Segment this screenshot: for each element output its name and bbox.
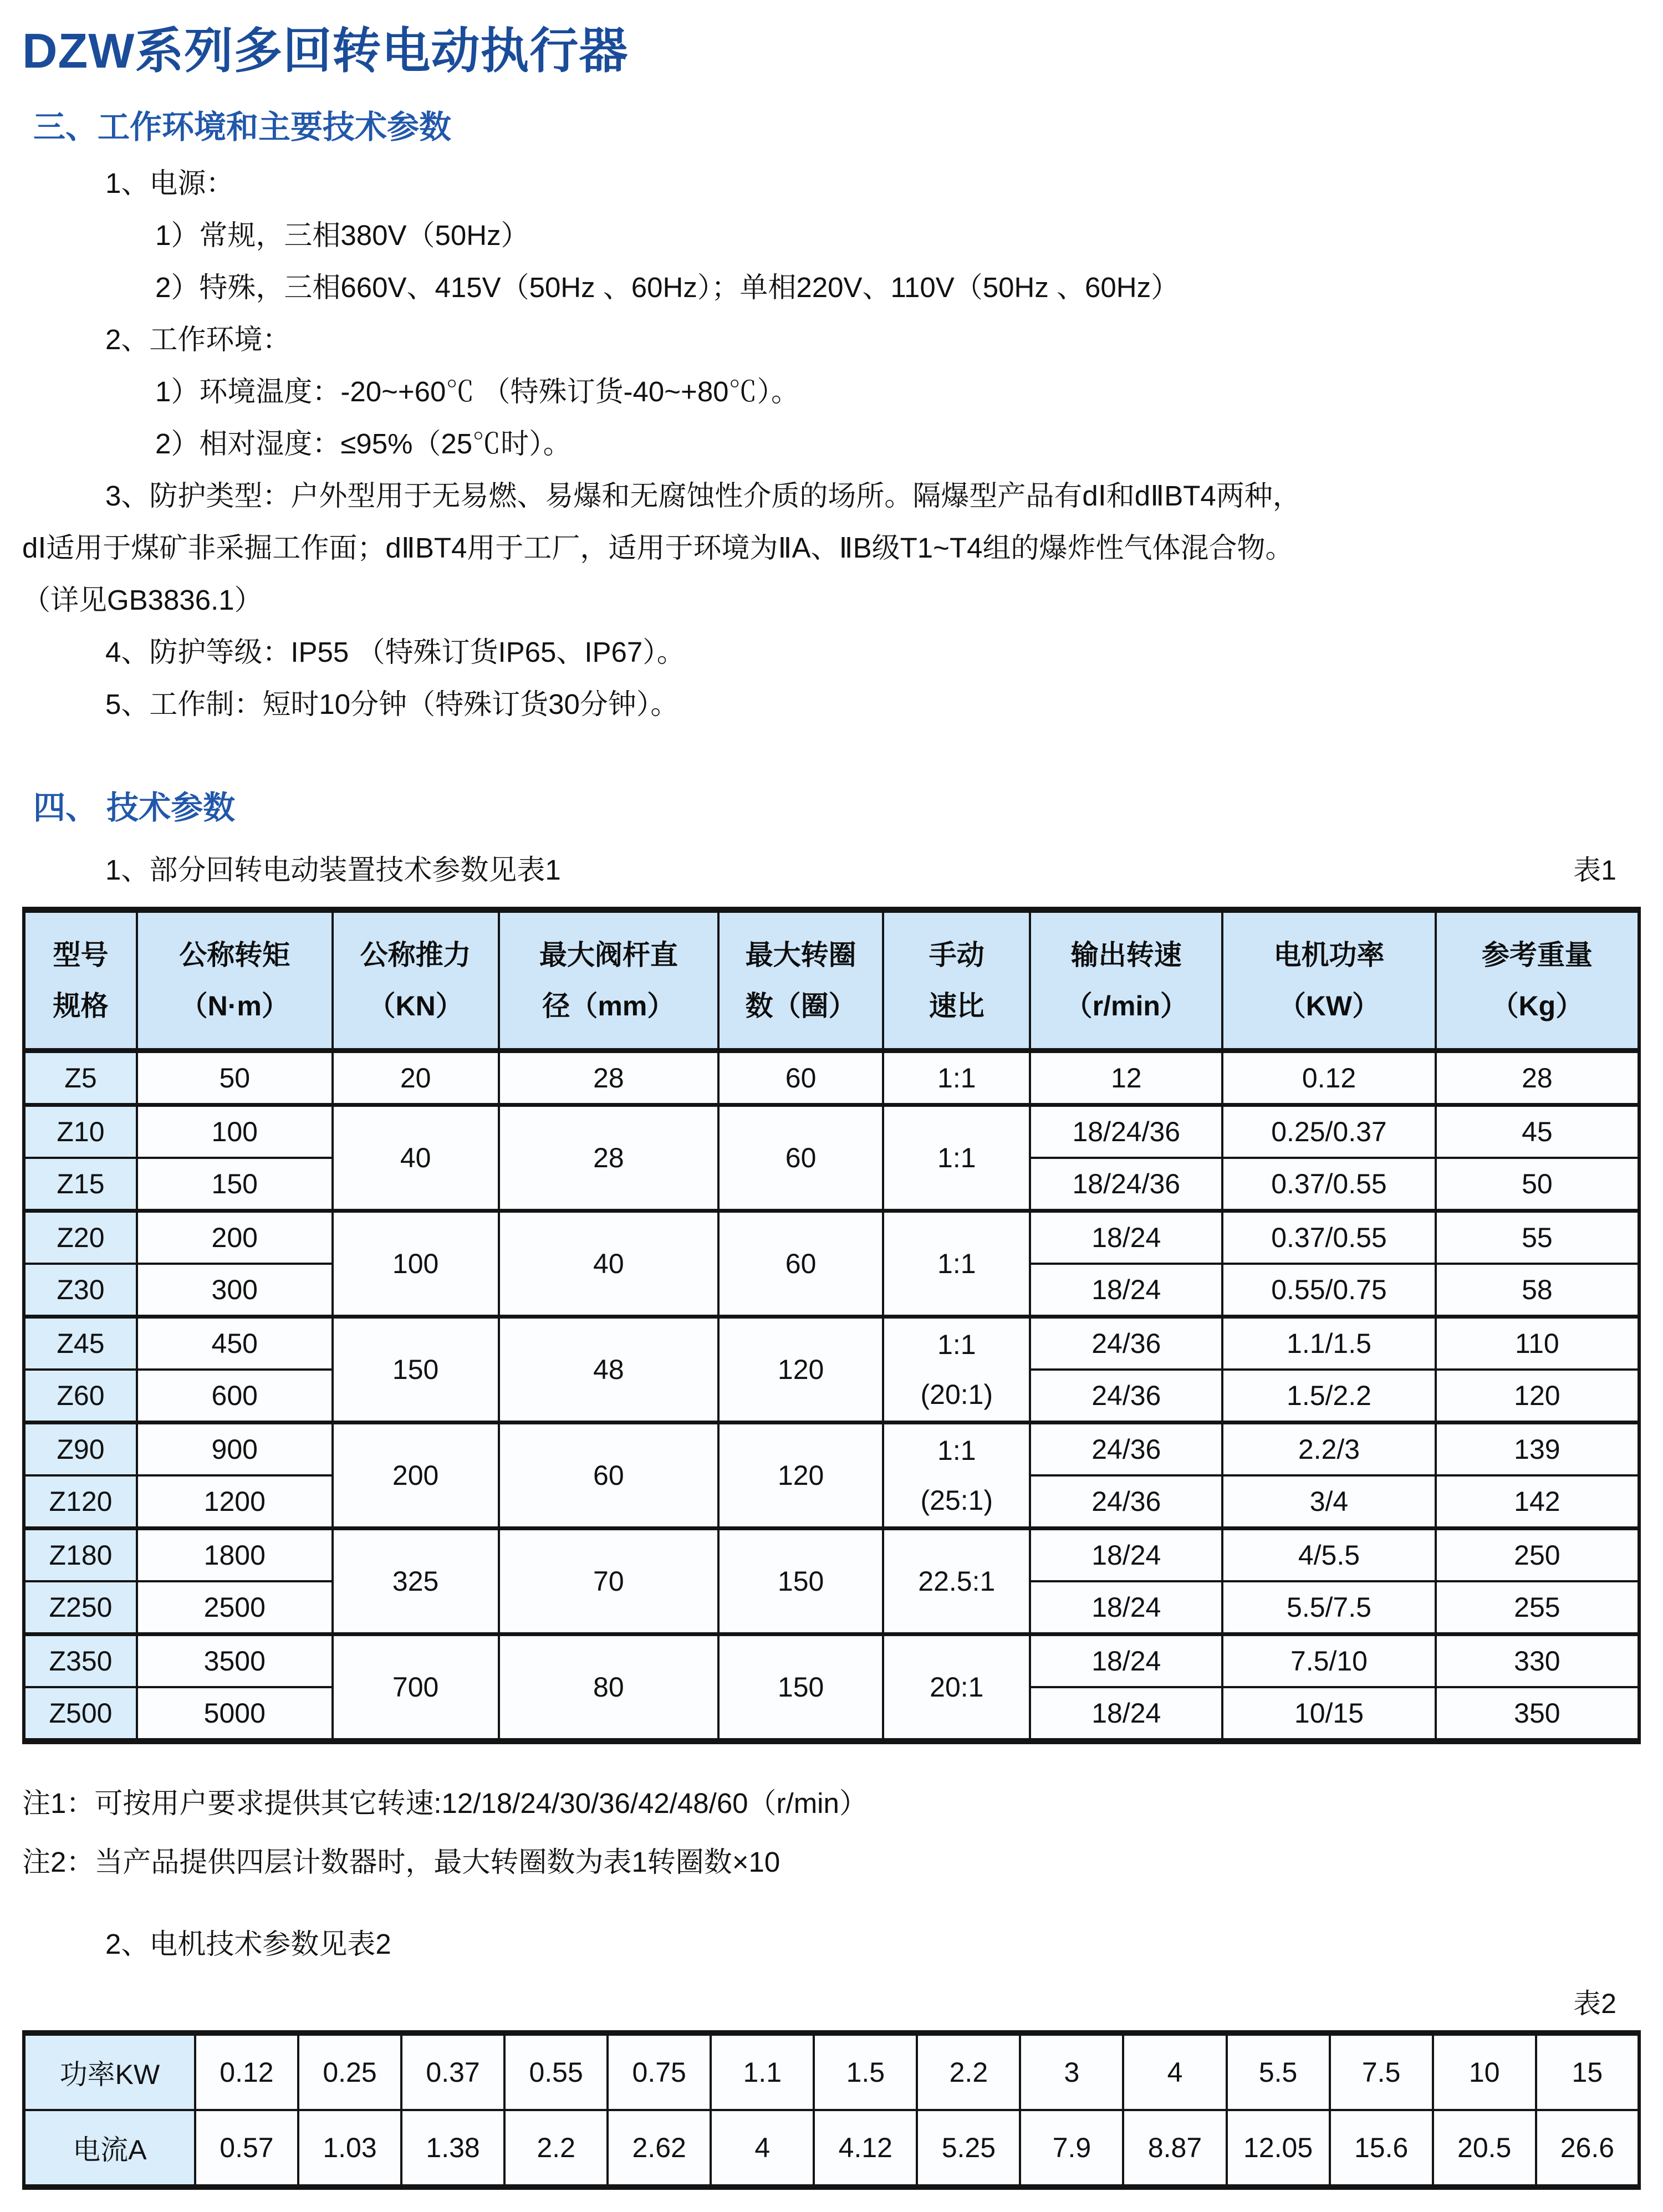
table-row-z60: Z60 600 24/36 1.5/2.2 120 [24, 1370, 1639, 1423]
line-env-item1: 1）环境温度：-20~+60℃ （特殊订货-40~+80℃）。 [155, 376, 800, 407]
table2-motor-specs [22, 2030, 1641, 2190]
line-env-label: 2、工作环境： [105, 324, 291, 355]
header-torque: 公称转矩 （N·m） [137, 910, 333, 1051]
table-row-z5: Z5 50 20 28 60 1:1 12 0.12 28 [24, 1051, 1639, 1105]
line-power-item1: 1）常规，三相380V（50Hz） [155, 219, 529, 251]
header-power: 电机功率 （KW） [1222, 910, 1436, 1051]
table1-caption: 表1 [1573, 855, 1616, 886]
line-env-item2: 2）相对湿度：≤95%（25℃时）。 [155, 428, 572, 459]
ratio-cell-z45: 1:1 (20:1) [883, 1317, 1030, 1423]
line-protect-1: 3、防护类型：户外型用于无易燃、易爆和无腐蚀性介质的场所。隔爆型产品有dⅠ和dⅡBT4两种， [105, 480, 1301, 512]
table-row-z180: Z180 1800 325 70 150 22.5:1 18/24 4/5.5 250 [24, 1529, 1639, 1582]
table-row-z15: Z15 150 18/24/36 0.37/0.55 50 [24, 1158, 1639, 1211]
line-protect-3: （详见GB3836.1） [22, 584, 263, 616]
table2-power-row: 功率KW 0.12 0.25 0.37 0.55 0.75 1.1 1.5 2.2 3 4 5.5 7.5 10 15 [24, 2033, 1639, 2110]
table-row-z90: Z90 900 200 60 120 1:1 (25:1) 24/36 2.2/3 139 [24, 1423, 1639, 1476]
header-model: 型号 规格 [24, 910, 137, 1051]
header-turns: 最大转圈 数（圈） [718, 910, 883, 1051]
header-stem: 最大阀杆直 径（mm） [499, 910, 718, 1051]
section3-heading: 三、工作环境和主要技术参数 [33, 109, 452, 145]
table-row-z250: Z250 2500 18/24 5.5/7.5 255 [24, 1581, 1639, 1634]
table-row-z500: Z500 5000 18/24 10/15 350 [24, 1687, 1639, 1741]
table1-actuator-specs [22, 907, 1641, 1744]
table2-intro-text: 2、电机技术参数见表2 [105, 1928, 391, 1960]
table-row-z350: Z350 3500 700 80 150 20:1 18/24 7.5/10 330 [24, 1634, 1639, 1688]
table1-header-row [24, 910, 1639, 1051]
table1-intro-text: 1、部分回转电动装置技术参数见表1 [105, 854, 561, 886]
power-row-label: 功率KW [24, 2033, 195, 2110]
table2-current-row: 电流A 0.57 1.03 1.38 2.2 2.62 4 4.12 5.25 7.9 8.87 12.05 15.6 20.5 26.6 [24, 2110, 1639, 2187]
table1-intro-row [22, 847, 1641, 888]
current-row-label: 电流A [24, 2110, 195, 2187]
header-ratio: 手动 速比 [883, 910, 1030, 1051]
header-weight: 参考重量 （Kg） [1436, 910, 1639, 1051]
line-power-item2: 2）特殊，三相660V、415V（50Hz 、60Hz）；单相220V、110V（50Hz 、60Hz） [155, 272, 1180, 303]
header-speed: 输出转速 （r/min） [1030, 910, 1222, 1051]
line-power-label: 1、电源： [105, 167, 234, 199]
table2-caption: 表2 [1573, 1988, 1616, 2019]
note-1: 注1：可按用户要求提供其它转速:12/18/24/30/36/42/48/60（r/min） [22, 1787, 868, 1819]
table1-notes [22, 1774, 1641, 1892]
table-row-z45: Z45 450 150 48 120 1:1 (20:1) 24/36 1.1/1.5 110 [24, 1317, 1639, 1370]
table-row-z30: Z30 300 18/24 0.55/0.75 58 [24, 1264, 1639, 1317]
section4-heading: 四、 技术参数 [33, 790, 236, 826]
line-duty-cycle: 5、工作制：短时10分钟（特殊订货30分钟）。 [105, 688, 679, 720]
note-2: 注2：当产品提供四层计数器时，最大转圈数为表1转圈数×10 [22, 1846, 781, 1878]
ratio-cell-z90: 1:1 (25:1) [883, 1423, 1030, 1529]
table-row-z120: Z120 1200 24/36 3/4 142 [24, 1475, 1639, 1529]
table-row-z10: Z10 100 40 28 60 1:1 18/24/36 0.25/0.37 45 [24, 1105, 1639, 1158]
line-protect-2: dⅠ适用于煤矿非采掘工作面；dⅡBT4用于工厂，适用于环境为ⅡA、ⅡB级T1~T4组的爆炸性气体混合物。 [22, 532, 1294, 564]
page-title: DZW系列多回转电动执行器 [22, 23, 629, 78]
header-thrust: 公称推力 （KN） [333, 910, 499, 1051]
line-ip-rating: 4、防护等级：IP55 （特殊订货IP65、IP67）。 [105, 636, 685, 668]
table-row-z20: Z20 200 100 40 60 1:1 18/24 0.37/0.55 55 [24, 1211, 1639, 1264]
